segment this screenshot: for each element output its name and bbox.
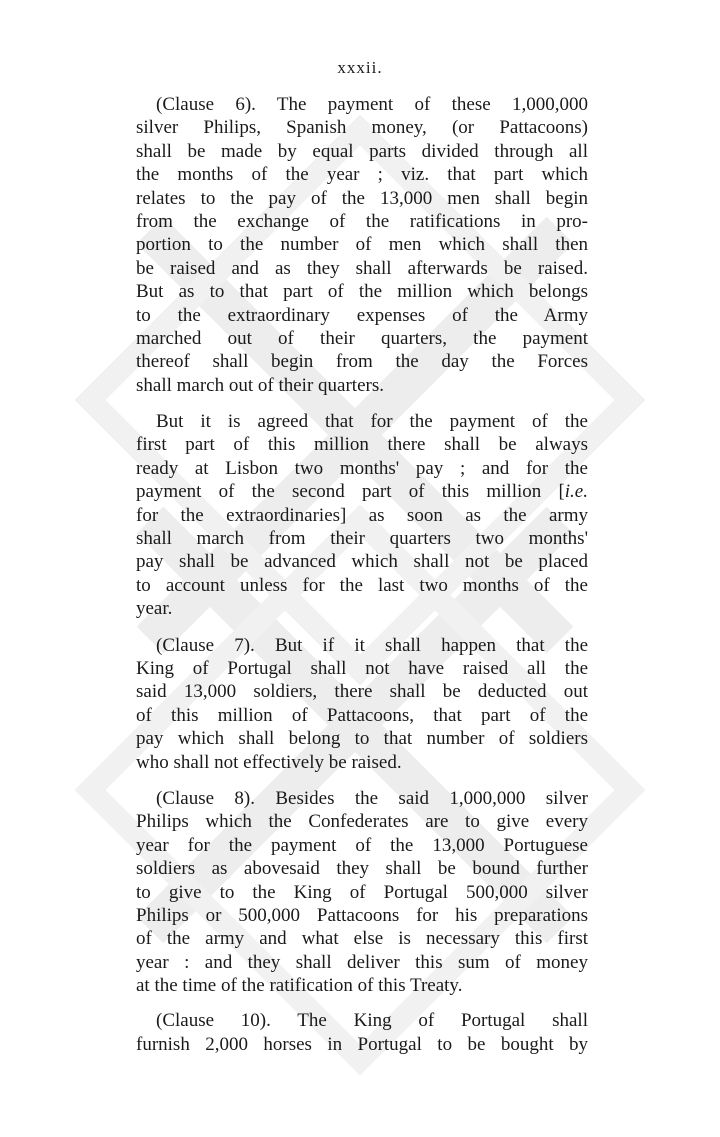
text-line: marched out of their quarters, the payment [136, 327, 588, 349]
paragraph-clause-8 [136, 787, 588, 998]
text-line: of the army and what else is necessary this first [136, 928, 588, 950]
text-line: shall march from their quarters two months' [136, 528, 588, 550]
text-line: But as to that part of the million which belongs [136, 281, 588, 303]
text-line: who shall not effectively be raised. [136, 751, 402, 773]
paragraph-clause-7 [136, 634, 588, 774]
paragraph-clause-10 [136, 1009, 588, 1056]
text-line: at the time of the ratification of this Treaty. [136, 975, 463, 997]
text-line: (Clause 8). Besides the said 1,000,000 silver [156, 787, 588, 809]
page-number: xxxii. [337, 58, 383, 77]
text-line: be raised and as they shall afterwards be raised. [136, 257, 588, 279]
text-line: to account unless for the last two months of the [136, 574, 588, 596]
text-line: for the extraordinaries] as soon as the army [136, 504, 588, 526]
text-line: pay which shall belong to that number of soldiers [136, 728, 588, 750]
text-line: (Clause 10). The King of Portugal shall [156, 1010, 588, 1032]
text-line: portion to the number of men which shall then [136, 234, 588, 256]
body-text [136, 93, 588, 1069]
text-line: furnish 2,000 horses in Portugal to be bought by [136, 1033, 588, 1055]
paragraph-clause-6 [136, 93, 588, 397]
text-line: (Clause 6). The payment of these 1,000,000 [156, 94, 588, 115]
text-line: (Clause 7). But if it shall happen that the [156, 634, 588, 656]
text-line: year. [136, 598, 173, 620]
text-line: shall be made by equal parts divided through all [136, 140, 588, 162]
text-line: payment of the second part of this million [i.e. [136, 481, 588, 503]
text-line: pay shall be advanced which shall not be placed [136, 551, 588, 573]
text-line: But it is agreed that for the payment of the [156, 411, 588, 433]
text-line: of this million of Pattacoons, that part of the [136, 704, 588, 726]
text-line: soldiers as abovesaid they shall be bound further [136, 858, 588, 880]
text-line: said 13,000 soldiers, there shall be deducted out [136, 681, 588, 703]
text-line: silver Philips, Spanish money, (or Pattacoons) [136, 117, 588, 139]
text-line: King of Portugal shall not have raised all the [136, 657, 588, 679]
text-line: to the extraordinary expenses of the Army [136, 304, 588, 326]
text-line: shall march out of their quarters. [136, 374, 384, 396]
text-line: year : and they shall deliver this sum of money [136, 951, 588, 973]
text-line: ready at Lisbon two months' pay ; and for the [136, 457, 588, 479]
text-line: relates to the pay of the 13,000 men shall begin [136, 187, 588, 209]
text-line: first part of this million there shall be always [136, 434, 588, 456]
text-line: to give to the King of Portugal 500,000 silver [136, 881, 588, 903]
text-line: Philips which the Confederates are to give every [136, 811, 588, 833]
text-line: year for the payment of the 13,000 Portuguese [136, 834, 588, 856]
text-line: the months of the year ; viz. that part which [136, 164, 588, 186]
paragraph-payment-agreement [136, 410, 588, 621]
text-line: thereof shall begin from the day the Forces [136, 351, 588, 373]
text-line: from the exchange of the ratifications in pro- [136, 210, 588, 232]
text-line: Philips or 500,000 Pattacoons for his preparations [136, 904, 588, 926]
